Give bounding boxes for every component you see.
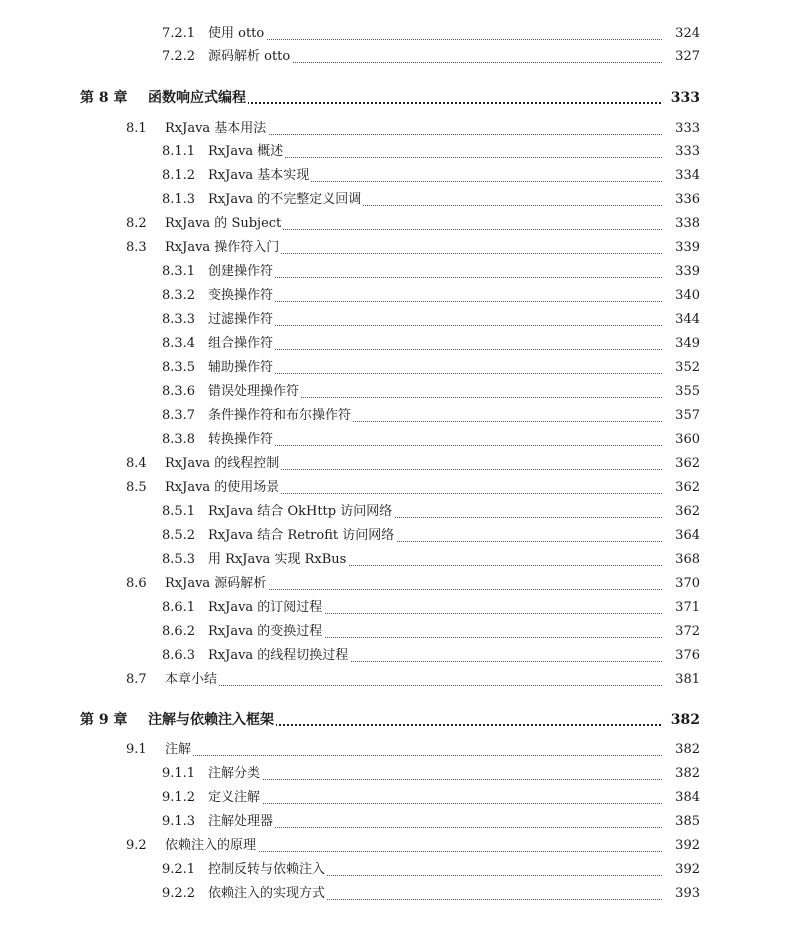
toc-page-number: 334: [662, 168, 700, 184]
toc-entry-title: RxJava 的订阅过程: [208, 600, 323, 615]
toc-subsection-row[interactable]: [0, 811, 800, 833]
toc-subsection-row[interactable]: [0, 859, 800, 881]
toc-section-row[interactable]: [0, 477, 800, 499]
toc-entry-number: 8.1: [126, 121, 147, 136]
toc-page-number: 333: [662, 90, 700, 106]
dot-leader: [208, 803, 700, 804]
toc-subsection-row[interactable]: [0, 763, 800, 785]
toc-entry-number: 9.1.1: [162, 766, 196, 781]
toc-subsection-row[interactable]: [0, 429, 800, 451]
toc-entry-number: 8.5.1: [162, 504, 196, 519]
toc-entry-number: 8.5.2: [162, 528, 196, 543]
toc-subsection-row[interactable]: [0, 333, 800, 355]
toc-entry-number: 8.1.2: [162, 168, 196, 183]
toc-page-number: 372: [662, 624, 700, 640]
toc-subsection-row[interactable]: [0, 381, 800, 403]
toc-section-row[interactable]: [0, 739, 800, 761]
toc-entry-title: 定义注解: [208, 790, 261, 805]
toc-page-number: 385: [662, 814, 700, 830]
toc-entry-title: 辅助操作符: [208, 360, 274, 375]
toc-entry-number: 8.3.2: [162, 288, 196, 303]
toc-entry-title: 注解: [165, 742, 192, 757]
toc-page-number: 362: [662, 480, 700, 496]
dot-leader: [208, 373, 700, 374]
toc-page-number: 381: [662, 672, 700, 688]
toc-entry-title: RxJava 操作符入门: [165, 240, 280, 255]
toc-page-number: 333: [662, 121, 700, 137]
toc-entry-number: 9.2.2: [162, 886, 196, 901]
toc-entry-number: 7.2.1: [162, 26, 196, 41]
toc-entry-number: 8.4: [126, 456, 147, 471]
toc-entry-number: 8.6.1: [162, 600, 196, 615]
toc-page-number: 349: [662, 336, 700, 352]
toc-entry-title: 组合操作符: [208, 336, 274, 351]
dot-leader: [208, 277, 700, 278]
toc-subsection-row[interactable]: [0, 141, 800, 163]
toc-entry-title: 注解分类: [208, 766, 261, 781]
toc-entry-title: RxJava 的 Subject: [165, 216, 282, 231]
toc-subsection-row[interactable]: [0, 883, 800, 905]
toc-entry-number: 第 9 章: [80, 712, 128, 728]
dot-leader: [208, 325, 700, 326]
toc-page-number: 376: [662, 648, 700, 664]
toc-entry-number: 8.3.1: [162, 264, 196, 279]
toc-entry-number: 7.2.2: [162, 49, 196, 64]
toc-entry-number: 8.1.3: [162, 192, 196, 207]
toc-entry-number: 8.6: [126, 576, 147, 591]
toc-entry-title: 条件操作符和布尔操作符: [208, 408, 352, 423]
toc-entry-title: 本章小结: [165, 672, 218, 687]
toc-entry-title: 创建操作符: [208, 264, 274, 279]
toc-entry-title: 使用 otto: [208, 26, 265, 41]
toc-entry-title: 函数响应式编程: [148, 90, 246, 106]
toc-page-number: 327: [662, 49, 700, 65]
toc-entry-number: 8.5: [126, 480, 147, 495]
toc-page-number: 382: [662, 742, 700, 758]
toc-section-row[interactable]: [0, 213, 800, 235]
toc-page-number: 338: [662, 216, 700, 232]
dot-leader: [165, 685, 700, 686]
toc-page-number: 324: [662, 26, 700, 42]
toc-page-number: 357: [662, 408, 700, 424]
toc-page-number: 362: [662, 456, 700, 472]
toc-entry-number: 8.3.3: [162, 312, 196, 327]
toc-entry-number: 8.3.8: [162, 432, 196, 447]
toc-page-number: 364: [662, 528, 700, 544]
toc-entry-title: RxJava 源码解析: [165, 576, 267, 591]
toc-page-number: 333: [662, 144, 700, 160]
toc-subsection-row[interactable]: [0, 309, 800, 331]
toc-section-row[interactable]: [0, 573, 800, 595]
toc-entry-title: RxJava 结合 OkHttp 访问网络: [208, 504, 393, 519]
toc-section-row[interactable]: [0, 453, 800, 475]
toc-page-number: 344: [662, 312, 700, 328]
toc-entry-title: 转换操作符: [208, 432, 274, 447]
toc-page-number: 360: [662, 432, 700, 448]
toc-subsection-row[interactable]: [0, 285, 800, 307]
toc-subsection-row[interactable]: [0, 645, 800, 667]
toc-page-number: 371: [662, 600, 700, 616]
toc-page-number: 370: [662, 576, 700, 592]
toc-subsection-row[interactable]: [0, 261, 800, 283]
toc-entry-title: RxJava 结合 Retrofit 访问网络: [208, 528, 395, 543]
toc-entry-number: 8.3.7: [162, 408, 196, 423]
toc-subsection-row[interactable]: [0, 46, 800, 68]
toc-entry-title: 过滤操作符: [208, 312, 274, 327]
toc-entry-title: RxJava 基本用法: [165, 121, 267, 136]
toc-subsection-row[interactable]: [0, 525, 800, 547]
dot-leader: [165, 755, 700, 756]
toc-page-number: 393: [662, 886, 700, 902]
toc-section-row[interactable]: [0, 237, 800, 259]
toc-page-number: 392: [662, 838, 700, 854]
toc-entry-title: 依赖注入的原理: [165, 838, 257, 853]
toc-subsection-row[interactable]: [0, 597, 800, 619]
toc-page-number: 392: [662, 862, 700, 878]
toc-entry-number: 9.1.3: [162, 814, 196, 829]
toc-subsection-row[interactable]: [0, 189, 800, 211]
toc-entry-title: 注解处理器: [208, 814, 274, 829]
toc-section-row[interactable]: [0, 835, 800, 857]
toc-entry-number: 8.6.2: [162, 624, 196, 639]
toc-chapter-row[interactable]: [0, 87, 800, 109]
toc-page-number: 368: [662, 552, 700, 568]
toc-page-number: 352: [662, 360, 700, 376]
toc-entry-title: RxJava 的变换过程: [208, 624, 323, 639]
toc-entry-number: 8.5.3: [162, 552, 196, 567]
toc-entry-title: RxJava 的不完整定义回调: [208, 192, 362, 207]
toc-page-number: 362: [662, 504, 700, 520]
toc-entry-number: 9.2: [126, 838, 147, 853]
toc-subsection-row[interactable]: [0, 501, 800, 523]
dot-leader: [208, 779, 700, 780]
toc-subsection-row[interactable]: [0, 405, 800, 427]
dot-leader: [208, 39, 700, 40]
toc-page-number: 340: [662, 288, 700, 304]
toc-entry-number: 第 8 章: [80, 90, 128, 106]
toc-entry-title: RxJava 的使用场景: [165, 480, 280, 495]
toc-page-number: 339: [662, 264, 700, 280]
toc-entry-title: RxJava 的线程切换过程: [208, 648, 349, 663]
toc-entry-title: 用 RxJava 实现 RxBus: [208, 552, 347, 567]
toc-subsection-row[interactable]: [0, 621, 800, 643]
toc-subsection-row[interactable]: [0, 549, 800, 571]
toc-entry-number: 8.1.1: [162, 144, 196, 159]
toc-entry-title: RxJava 的线程控制: [165, 456, 280, 471]
toc-entry-number: 8.2: [126, 216, 147, 231]
toc-entry-title: 源码解析 otto: [208, 49, 291, 64]
toc-entry-title: RxJava 概述: [208, 144, 284, 159]
toc-entry-number: 9.1.2: [162, 790, 196, 805]
toc-entry-number: 8.3: [126, 240, 147, 255]
toc-chapter-row[interactable]: [0, 709, 800, 731]
toc-entry-title: 错误处理操作符: [208, 384, 300, 399]
toc-page-number: 382: [662, 766, 700, 782]
toc-entry-title: 变换操作符: [208, 288, 274, 303]
toc-entry-title: 控制反转与依赖注入: [208, 862, 326, 877]
toc-entry-title: 依赖注入的实现方式: [208, 886, 326, 901]
toc-entry-title: 注解与依赖注入框架: [148, 712, 274, 728]
toc-section-row[interactable]: [0, 669, 800, 691]
toc-entry-number: 9.1: [126, 742, 147, 757]
toc-section-row[interactable]: [0, 118, 800, 140]
dot-leader: [208, 445, 700, 446]
dot-leader: [208, 349, 700, 350]
toc-entry-title: RxJava 基本实现: [208, 168, 310, 183]
dot-leader: [208, 827, 700, 828]
toc-page-number: 339: [662, 240, 700, 256]
toc-subsection-row[interactable]: [0, 787, 800, 809]
toc-entry-number: 9.2.1: [162, 862, 196, 877]
toc-subsection-row[interactable]: [0, 357, 800, 379]
toc-page-number: 355: [662, 384, 700, 400]
toc-subsection-row[interactable]: [0, 165, 800, 187]
toc-page-number: 336: [662, 192, 700, 208]
toc-entry-number: 8.7: [126, 672, 147, 687]
toc-page-number: 382: [662, 712, 700, 728]
toc-page-number: 384: [662, 790, 700, 806]
toc-entry-number: 8.6.3: [162, 648, 196, 663]
toc-subsection-row[interactable]: [0, 23, 800, 45]
toc-entry-number: 8.3.5: [162, 360, 196, 375]
dot-leader: [208, 301, 700, 302]
toc-entry-number: 8.3.6: [162, 384, 196, 399]
toc-entry-number: 8.3.4: [162, 336, 196, 351]
